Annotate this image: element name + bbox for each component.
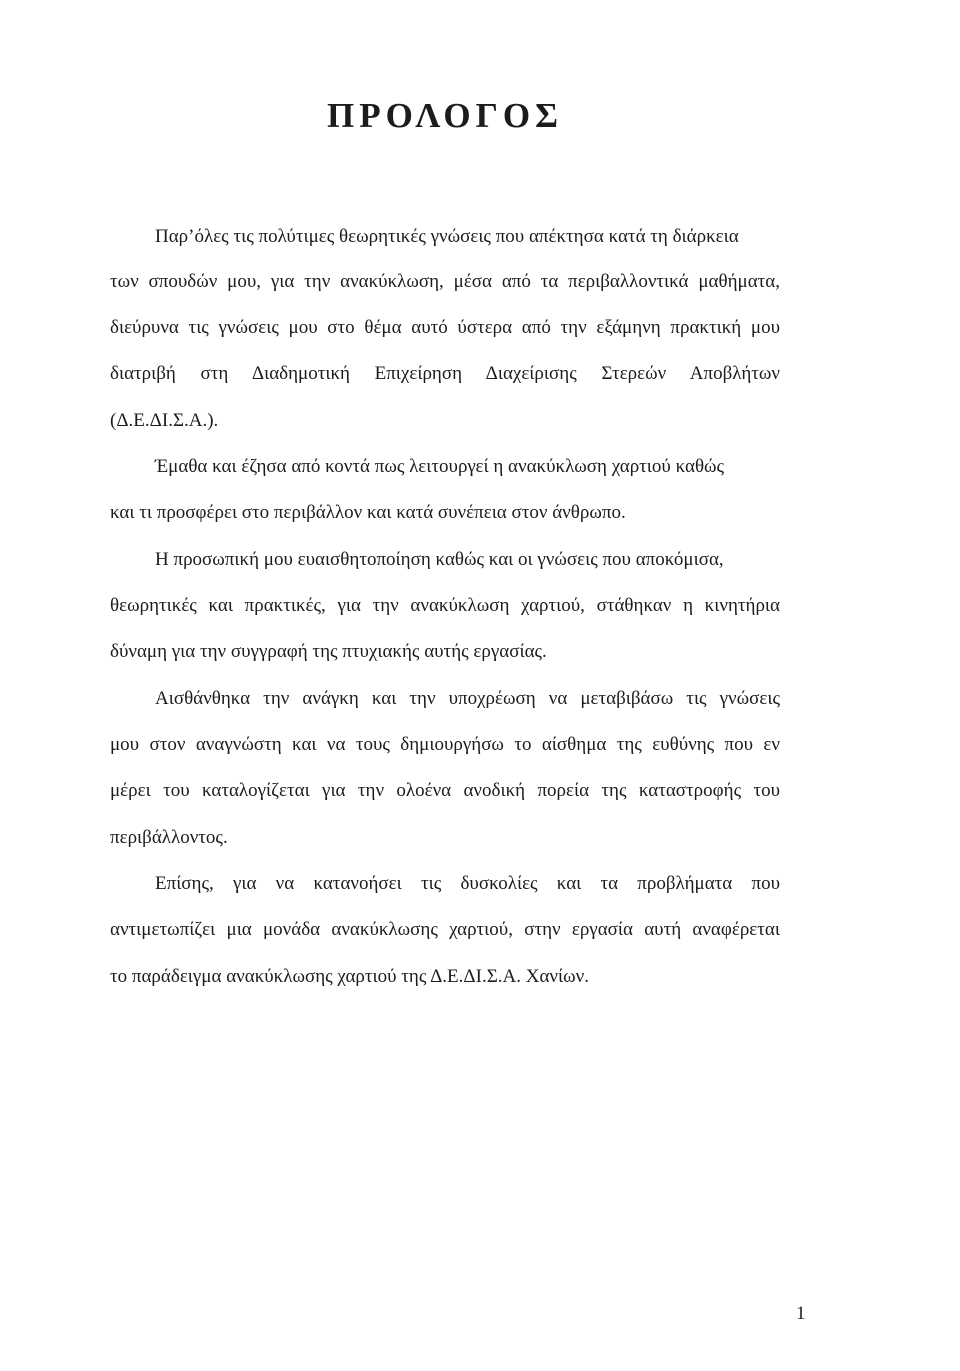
paragraph-line: μου στον αναγνώστη και να τους δημιουργήσω το αίσθημα της ευθύνης που εν [110,734,780,755]
paragraph-line: περιβάλλοντος. [110,827,228,848]
paragraph-line: διατριβή στη Διαδημοτική Επιχείρηση Διαχείρισης Στερεών Αποβλήτων [110,363,780,384]
paragraph-line: και τι προσφέρει στο περιβάλλον και κατά συνέπεια στον άνθρωπο. [110,502,626,523]
paragraph-line: το παράδειγμα ανακύκλωσης χαρτιού της Δ.Ε.ΔΙ.Σ.Α. Χανίων. [110,966,589,987]
paragraph-line: Επίσης, για να κατανοήσει τις δυσκολίες και τα προβλήματα που [155,873,780,894]
paragraph-line: θεωρητικές και πρακτικές, για την ανακύκλωση χαρτιού, στάθηκαν η κινητήρια [110,595,780,616]
paragraph-line: (Δ.Ε.ΔΙ.Σ.Α.). [110,410,219,431]
paragraph-line: Η προσωπική μου ευαισθητοποίηση καθώς και οι γνώσεις που αποκόμισα, [155,549,724,570]
paragraph-line: Αισθάνθηκα την ανάγκη και την υποχρέωση να μεταβιβάσω τις γνώσεις [155,688,780,709]
page-title: ΠΡΟΛΟΓΟΣ [327,96,563,135]
page-number: 1 [796,1303,806,1324]
paragraph-line: διεύρυνα τις γνώσεις μου στο θέμα αυτό ύστερα από την εξάμηνη πρακτική μου [110,317,780,338]
paragraph-line: μέρει του καταλογίζεται για την ολοένα ανοδική πορεία της καταστροφής του [110,780,780,801]
paragraph-line: δύναμη για την συγγραφή της πτυχιακής αυτής εργασίας. [110,641,547,662]
paragraph-line: των σπουδών μου, για την ανακύκλωση, μέσα από τα περιβαλλοντικά μαθήματα, [110,271,780,292]
paragraph-line: αντιμετωπίζει μια μονάδα ανακύκλωσης χαρτιού, στην εργασία αυτή αναφέρεται [110,919,780,940]
paragraph-line: Έμαθα και έζησα από κοντά πως λειτουργεί η ανακύκλωση χαρτιού καθώς [155,456,725,477]
paragraph-line: Παρ’όλες τις πολύτιμες θεωρητικές γνώσεις που απέκτησα κατά τη διάρκεια [155,226,739,247]
